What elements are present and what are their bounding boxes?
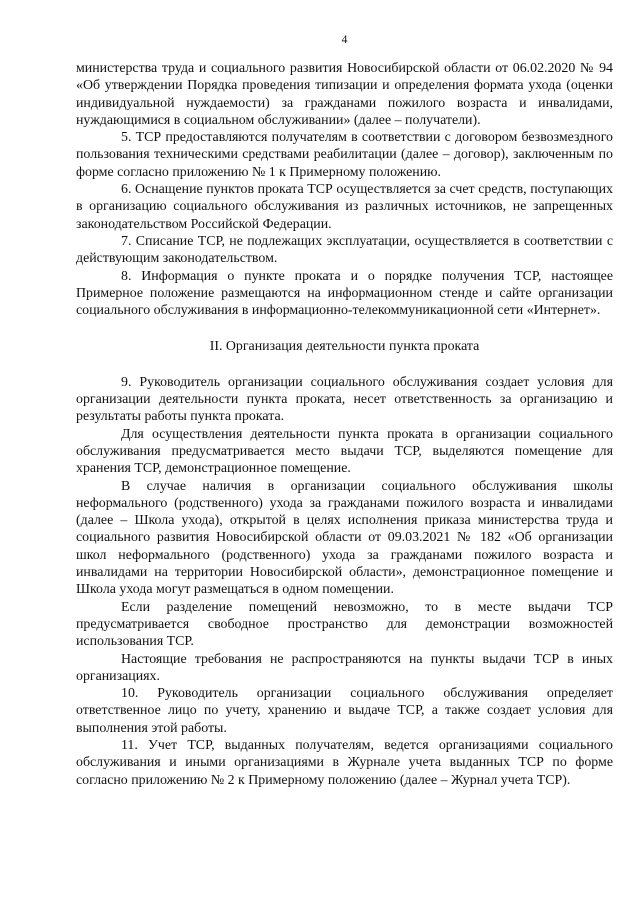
paragraph-10: 10. Руководитель организации социального обслуживания определяет ответственное лицо по учету, хранению и выдаче ТСР, а также создает условия для выполнения этой работы. xyxy=(76,686,613,736)
paragraph-continuation: министерства труда и социального развития Новосибирской области от 06.02.2020 № 94 «Об утверждении Порядка проведения типизации и определения формата ухода (оценки индивидуальной нуждаемости) за гражданами пожилого возраста и инвалидами, нуждающимися в социальном обслуживании» (далее – получатели). xyxy=(76,61,613,128)
paragraph-9: 9. Руководитель организации социального обслуживания создает условия для организации деятельности пункта проката, несет ответственность за организацию и результаты работы пункта проката. xyxy=(76,374,613,425)
paragraph-6: 6. Оснащение пунктов проката ТСР осуществляется за счет средств, поступающих в организацию социального обслуживания из различных источников, не запрещенных законодательством Российской Федерации. xyxy=(76,182,613,232)
paragraph-9-exception: Настоящие требования не распространяются на пункты выдачи ТСР в иных организациях. xyxy=(76,651,613,684)
section-heading: II. Организация деятельности пункта проката xyxy=(209,339,480,355)
paragraph-9-care-school: В случае наличия в организации социального обслуживания школы неформального (родственного) ухода за гражданами пожилого возраста и инвалидами (далее – Школа ухода), открытой в целях исполнения приказа министерства труда и социального развития Новосибирской области от 09.03.2021 № 182 «Об организации школ неформального (родственного) ухода за гражданами пожилого возраста и инвалидами на территории Новосибирской области», демонстрационное помещение и Школа ухода могут размещаться в одном помещении. xyxy=(76,478,613,598)
paragraph-5: 5. ТСР предоставляются получателям в соответствии с договором безвозмездного пользования техническими средствами реабилитации (далее – договор), заключенным по форме согласно приложению № 1 к Примерному положению. xyxy=(76,130,613,180)
paragraph-9-premises: Для осуществления деятельности пункта проката в организации социального обслуживания предусматривается место выдачи ТСР, выделяются помещение для хранения ТСР, демонстрационное помещение. xyxy=(76,426,613,477)
paragraph-9-shared-space: Если разделение помещений невозможно, то в месте выдачи ТСР предусматривается свободное пространство для демонстрации возможностей использования ТСР. xyxy=(76,599,613,650)
document-body xyxy=(76,60,613,789)
paragraph-8: 8. Информация о пункте проката и о порядке получения ТСР, настоящее Примерное положение размещаются на информационном стенде и сайте организации социального обслуживания в информационно-телекоммуникационной сети «Интернет». xyxy=(76,268,613,319)
paragraph-7: 7. Списание ТСР, не подлежащих эксплуатации, осуществляется в соответствии с действующим законодательством. xyxy=(76,233,613,267)
paragraph-11: 11. Учет ТСР, выданных получателям, ведется организациями социального обслуживания и иными организациями в Журнале учета выданных ТСР по форме согласно приложению № 2 к Примерному положению (далее – Журнал учета ТСР). xyxy=(76,737,613,788)
page-number: 4 xyxy=(341,34,348,46)
